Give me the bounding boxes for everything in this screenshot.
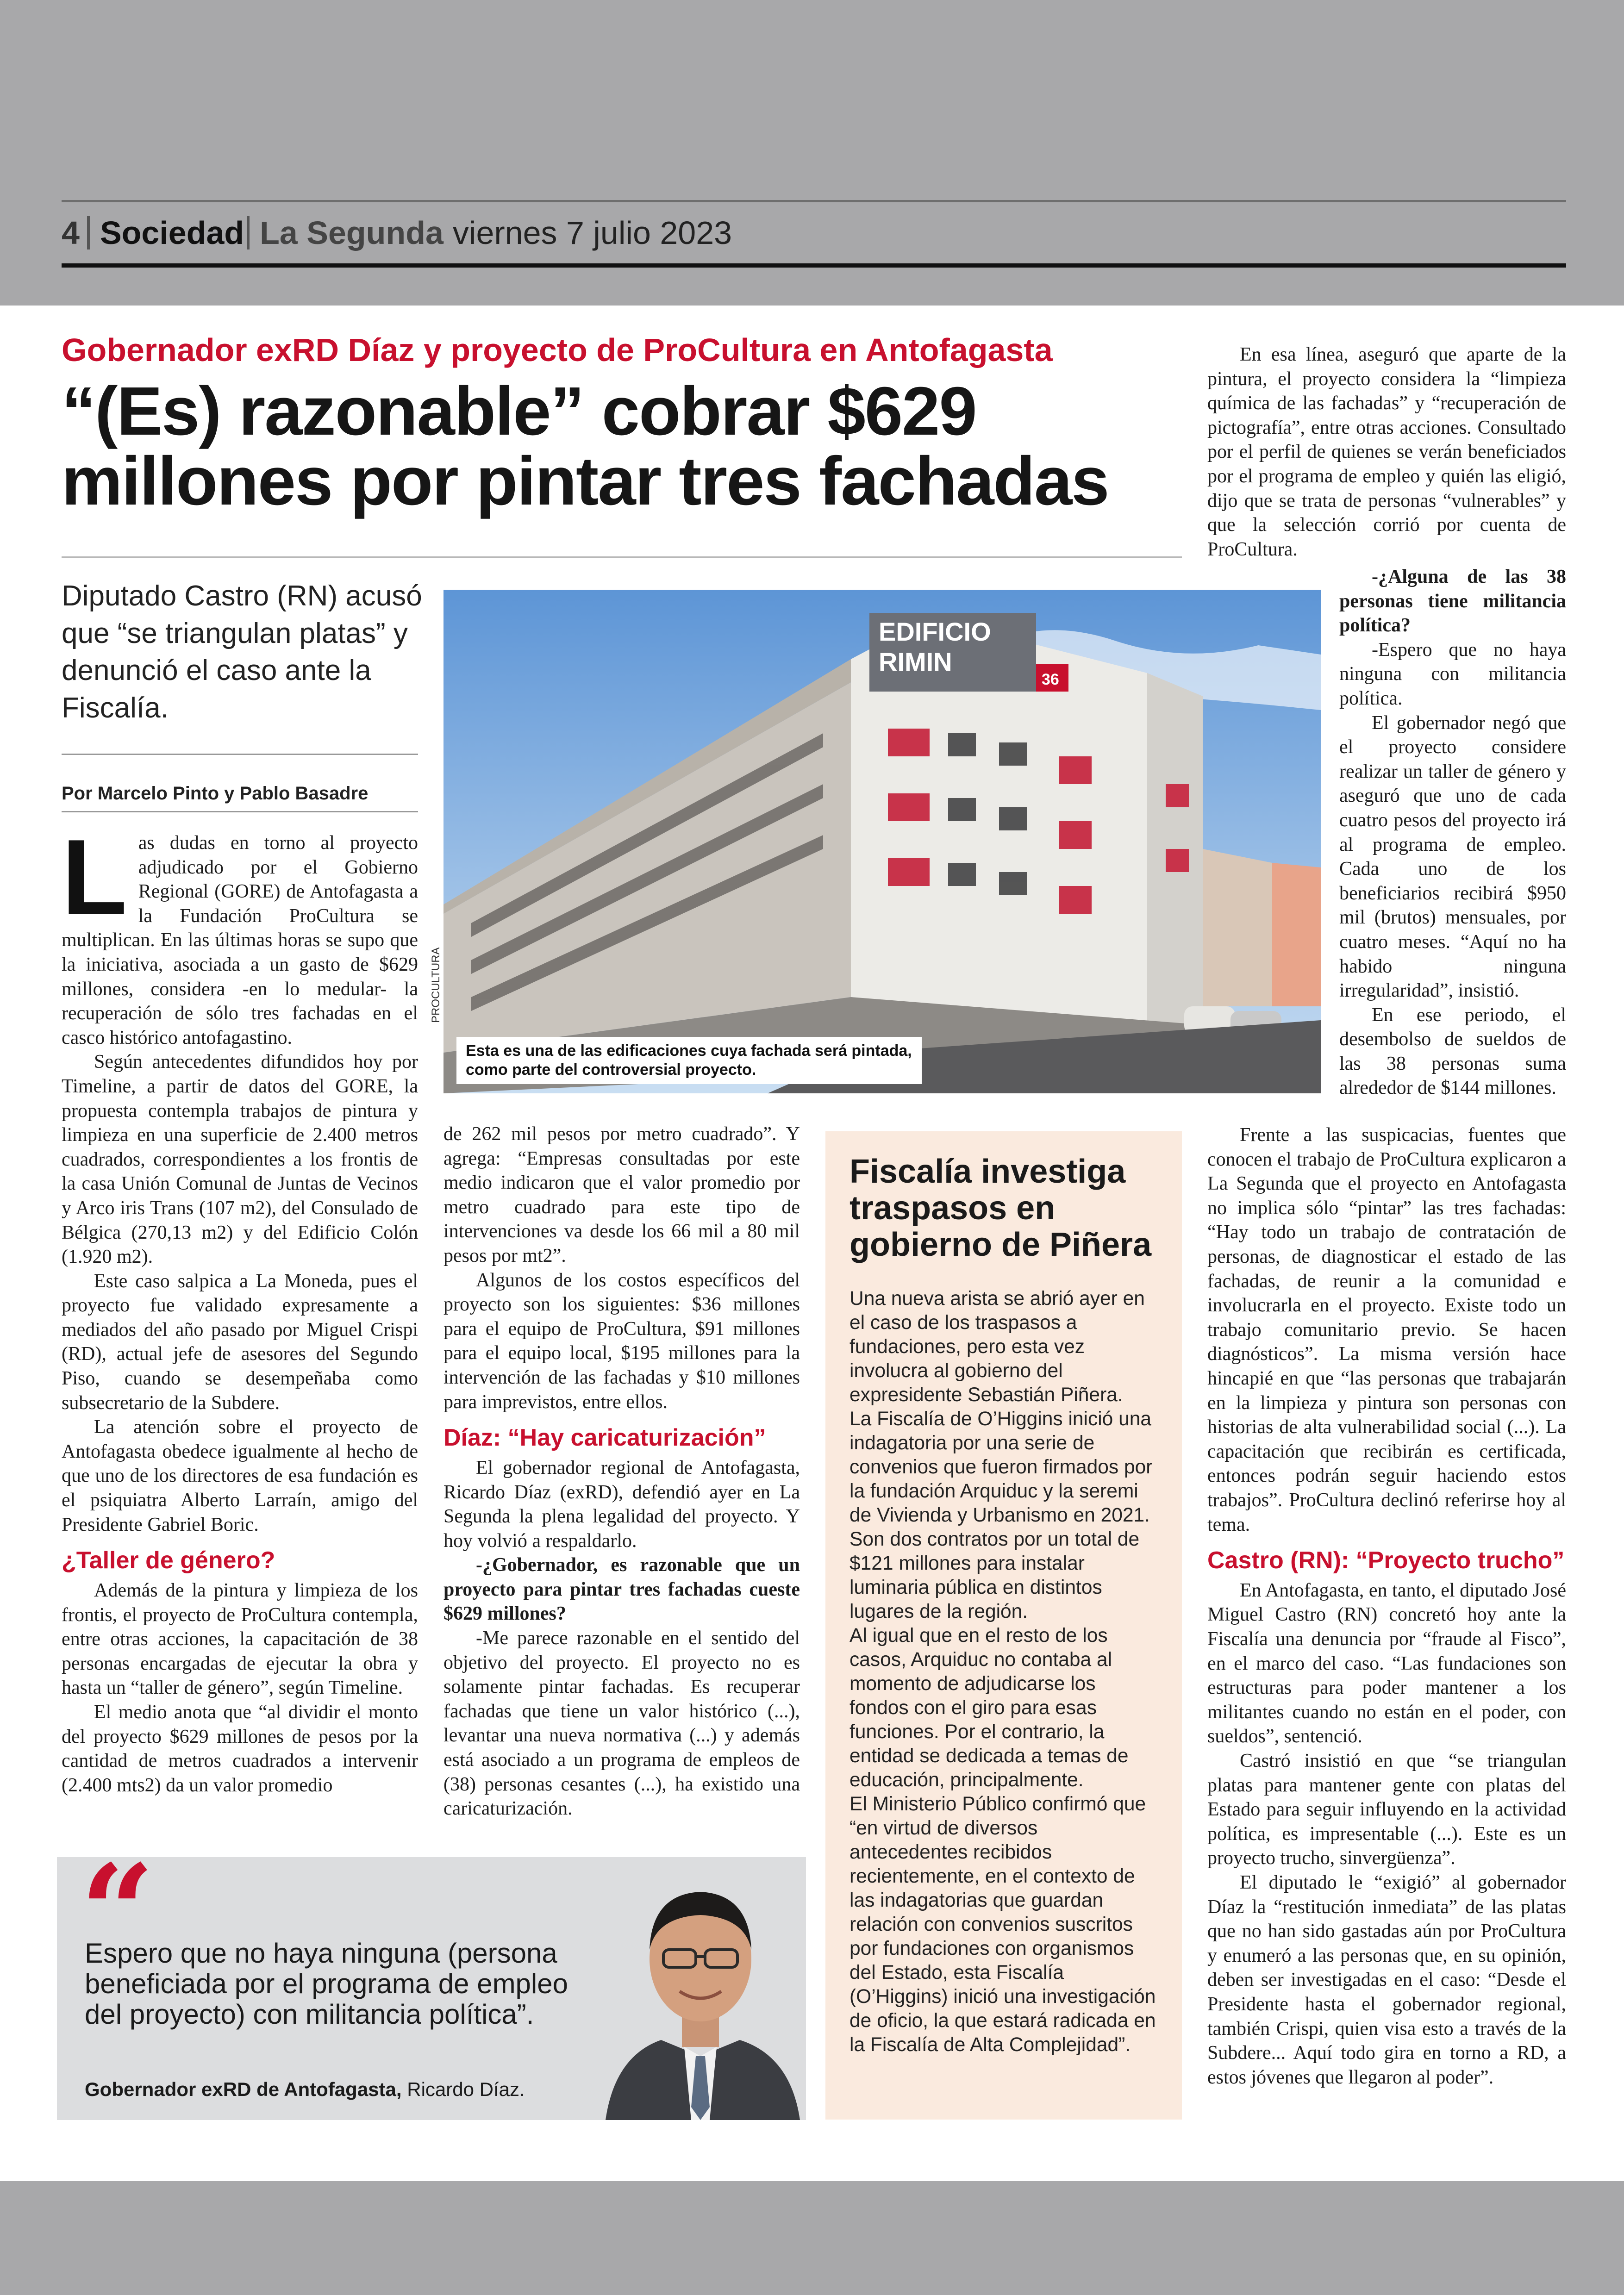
attribution-name: Ricardo Díaz.	[407, 2078, 525, 2100]
sign-line-1: EDIFICIO	[879, 617, 991, 646]
sidebar-box	[825, 1131, 1182, 2120]
paragraph: Este caso salpica a La Moneda, pues el proyecto fue validado expresamente a mediados del año pasado por Miguel Crispi (RD), actual jefe de asesores del Segundo Piso, cuando se desempeñaba como subsecretario de la Subdere.	[62, 1270, 418, 1414]
sidebar-paragraph: El Ministerio Público confirmó que “en virtud de diversos antecedentes recibidos recientemente, en el contexto de las indagatorias que guardan relación con convenios suscritos por fundaciones con organismos del Estado, esta Fiscalía (O’Higgins) inició una investigación de oficio, la que estará radicada en la Fiscalía de Alta Complejidad”.	[849, 1793, 1156, 2056]
deck-divider	[62, 754, 418, 755]
paragraph: Frente a las suspicacias, fuentes que conocen el trabajo de ProCultura explicaron a La Segunda que el proyecto en Antofagasta no implica sólo “pintar” las tres fachadas: “Hay todo un trabajo de contratación de personas, de diagnosticar el estado de las fachadas, de reunir a la comunidad e involucrarla en el proyecto. Existe todo un trabajo comunitario previo. Se hacen diagnósticos”. La misma versión hace hincapié en que “las personas que trabajarán en la limpieza y pintura son personas con historias de alta vulnerabilidad social (...). La capacitación que recibirán es certificada, entonces podrán seguir haciendo estos trabajos”. ProCultura declinó referirse hoy al tema.	[1207, 1124, 1566, 1535]
paragraph: El medio anota que “al dividir el monto del proyecto $629 millones de pesos por la cantidad de metros cuadrados a intervenir (2.400 mts2) da un valor promedio	[62, 1701, 418, 1796]
sign-line-2: RIMIN	[879, 647, 952, 676]
masthead	[62, 200, 1566, 268]
dropcap: L	[62, 817, 127, 937]
article-column-3-narrow	[1339, 565, 1566, 1100]
paragraph: El gobernador regional de Antofagasta, Ricardo Díaz (exRD), defendió ayer en La Segunda la plena legalidad del proyecto. Y hoy volvió a respaldarlo.	[443, 1457, 800, 1552]
article-column-3-top	[1207, 343, 1566, 561]
article-kicker: Gobernador exRD Díaz y proyecto de ProCultura en Antofagasta	[62, 332, 1053, 368]
section-name: Sociedad	[100, 215, 244, 251]
newspaper-name: La Segunda	[260, 215, 443, 251]
bottom-gray-band	[0, 2181, 1624, 2295]
pull-quote-attribution	[85, 2078, 594, 2101]
masthead-separator	[87, 216, 90, 249]
paragraph: La atención sobre el proyecto de Antofagasta obedece igualmente al hecho de que uno de los directores de esa fundación es el psiquiatra Alberto Larraín, amigo del Presidente Gabriel Boric.	[62, 1416, 418, 1535]
issue-date: viernes 7 julio 2023	[452, 215, 732, 251]
paragraph: de 262 mil pesos por metro cuadrado”. Y agrega: “Empresas consultadas por este medio indicaron que el valor promedio por metro cuadrado para este tipo de intervenciones va desde los 66 mil a 80 mil pesos por mt2”.	[443, 1123, 800, 1266]
article-column-1	[62, 817, 418, 1797]
paragraph: Castró insistió en que “se triangulan platas para mantener gente con platas del Estado para seguir influyendo en la actividad política, es impresentable (...). Este es un proyecto trucho, sinvergüenza”.	[1207, 1750, 1566, 1869]
paragraph: Además de la pintura y limpieza de los frontis, el proyecto de ProCultura contempla, entre otras acciones, la capacitación de 38 personas encargadas de ejecutar la obra y hasta un “taller de género”, según Timeline.	[62, 1580, 418, 1699]
byline: Por Marcelo Pinto y Pablo Basadre	[62, 783, 369, 804]
interview-answer: -Espero que no haya ninguna con militancia política.	[1339, 639, 1566, 709]
subheading-proyecto-trucho: Castro (RN): “Proyecto trucho”	[1207, 1547, 1565, 1574]
sidebar-paragraph: Al igual que en el resto de los casos, Arquiduc no contaba al momento de adjudicarse los fondos con el giro para esas funciones. Por el contrario, la entidad se dedicada a temas de educación, principalmente.	[849, 1624, 1129, 1791]
paragraph: Algunos de los costos específicos del proyecto son los siguientes: $36 millones para el equipo de ProCultura, $91 millones para el equipo local, $195 millones para la intervención de las fachadas y $10 millones para imprevistos, entre ellos.	[443, 1269, 800, 1413]
building-illustration	[443, 590, 1321, 1093]
paragraph: El diputado le “exigió” al gobernador Díaz la “restitución inmediata” de las platas que no han sido gastadas aún por ProCultura y enumeró a las personas que, en su opinión, deben ser investigadas en el caso: “Desde el Presidente hasta el gobernador regional, también Crispi, quien visa esto a través de la Subdere... Aquí todo gira en torno a RD, a estos jóvenes que llegaron al poder”.	[1207, 1872, 1566, 2088]
paragraph: En ese periodo, el desembolso de sueldos de las 38 personas suma alrededor de $144 millones.	[1339, 1004, 1566, 1099]
interview-question: -¿Gobernador, es razonable que un proyecto para pintar tres fachadas cueste $629 millones?	[443, 1554, 800, 1625]
byline-divider	[62, 811, 418, 812]
pull-quote-box	[57, 1836, 806, 2120]
building-photo	[443, 590, 1321, 1093]
sign-number: 36	[1042, 671, 1059, 688]
article-column-3-bottom	[1207, 1123, 1566, 2089]
paragraph: En esa línea, aseguró que aparte de la pintura, el proyecto considera la “limpieza química de las fachadas” y “recuperación de pictografía”, entre otras acciones. Consultado por el perfil de quienes se verán beneficiados por el programa de empleo y quién las eligió, dijo que se trata de personas “vulnerables” y que la selección corrió por cuenta de ProCultura.	[1207, 344, 1566, 560]
headline-divider	[62, 556, 1182, 558]
subheading-taller-genero: ¿Taller de género?	[62, 1547, 275, 1574]
paragraph: En Antofagasta, en tanto, el diputado José Miguel Castro (RN) concretó hoy ante la Fiscalía una denuncia por “fraude al Fisco”, en el marco del caso. “Las fundaciones son estructuras para poder mantener a los militantes cuando no están en el poder, con sueldos”, sentenció.	[1207, 1579, 1566, 1747]
photo-credit: PROCULTURA	[430, 947, 442, 1023]
masthead-separator	[247, 216, 250, 249]
quote-mark-icon: “	[80, 1836, 155, 1989]
interview-question: -¿Alguna de las 38 personas tiene militancia política?	[1339, 566, 1566, 636]
article-deck: Diputado Castro (RN) acusó que “se triangulan platas” y denunció el caso ante la Fiscalía.	[62, 580, 422, 724]
page-number: 4	[62, 215, 80, 251]
article-column-2	[443, 1122, 800, 1821]
paragraph: El gobernador negó que el proyecto considere realizar un taller de género y aseguró que uno de cada cuatro pesos del proyecto irá al programa de empleo. Cada uno de los beneficiarios recibirá $950 mil (brutos) mensuales, por cuatro meses. “Aquí no ha habido ninguna irregularidad”, insistió.	[1339, 712, 1566, 1002]
photo-caption: Esta es una de las edificaciones cuya fachada será pintada, como parte del controversial proyecto.	[456, 1037, 922, 1084]
attribution-role: Gobernador exRD de Antofagasta,	[85, 2078, 402, 2100]
interview-answer: -Me parece razonable en el sentido del objetivo del proyecto. El proyecto no es solamente pintar fachadas. Es recuperar fachadas que tiene un valor histórico (...), levantar una nueva normativa (...) y además está asociado a un programa de empleos de (38) personas cesantes (...), ha existido una caricaturización.	[443, 1628, 800, 1820]
sidebar-title: Fiscalía investiga traspasos en gobierno de Piñera	[849, 1153, 1152, 1264]
sidebar-paragraph: Una nueva arista se abrió ayer en el caso de los traspasos a fundaciones, pero esta vez involucra al gobierno del expresidente Sebastián Piñera.	[849, 1287, 1145, 1406]
pull-quote-text: Espero que no haya ninguna (persona beneficiada por el programa de empleo del proyecto) con militancia política”.	[85, 1938, 568, 2030]
sidebar-paragraph: La Fiscalía de O’Higgins inició una indagatoria por una serie de convenios que fueron firmados por la fundación Arquiduc y la seremi de Vivienda y Urbanismo en 2021. Son dos contratos por un total de $121 millones para instalar luminaria pública en distintos lugares de la región.	[849, 1408, 1153, 1622]
article-headline: “(Es) razonable” cobrar $629 millones por pintar tres fachadas	[62, 373, 1109, 519]
lead-paragraph-text: as dudas en torno al proyecto adjudicado por el Gobierno Regional (GORE) de Antofagasta a la Fundación ProCultura se multiplican. En las últimas horas se supo que la iniciativa, asociada a un gasto de $629 millones, considera -en lo medular- la recuperación de sólo tres fachadas en el casco histórico antofagastino.	[62, 832, 418, 1048]
portrait-photo	[596, 1857, 806, 2120]
subheading-caricaturizacion: Díaz: “Hay caricaturización”	[443, 1424, 766, 1452]
paragraph: Según antecedentes difundidos hoy por Timeline, a partir de datos del GORE, la propuesta contempla trabajos de pintura y limpieza en una superficie de 2.400 metros cuadrados, correspondientes a los frontis de la casa Unión Comunal de Juntas de Vecinos y Arco iris Trans (107 m2), del Consulado de Bélgica (270,13 m2) y del Edificio Colón (1.920 m2).	[62, 1051, 418, 1268]
lead-paragraph	[62, 817, 418, 1050]
